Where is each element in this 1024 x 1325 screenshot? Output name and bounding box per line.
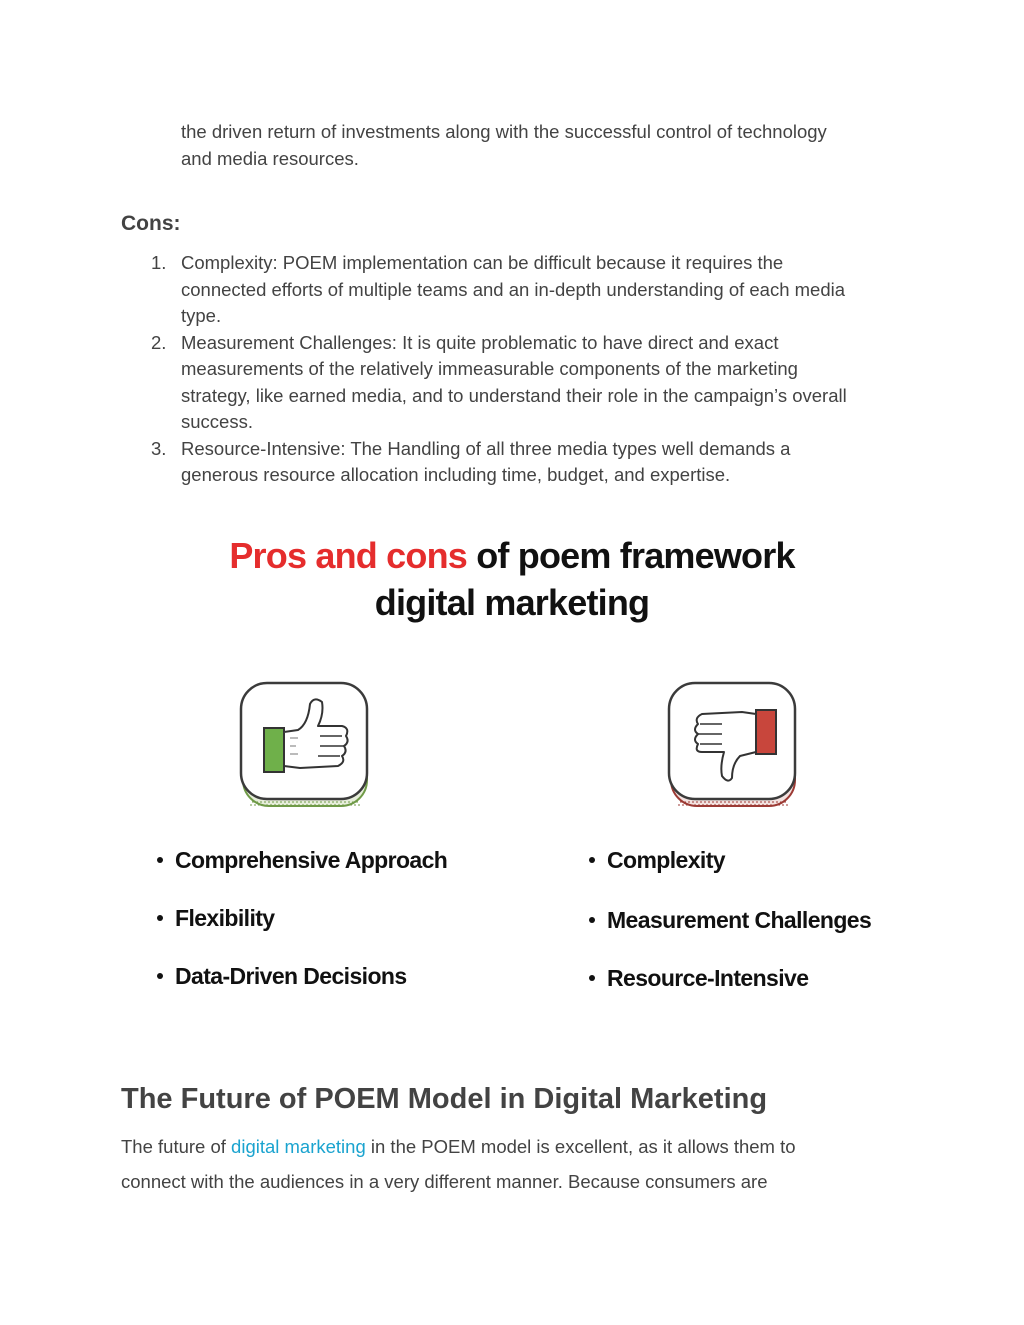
section-heading: The Future of POEM Model in Digital Marketing <box>121 1083 768 1115</box>
cons-list <box>121 250 921 489</box>
pros-bullet <box>157 905 274 932</box>
cons-bullet <box>589 965 808 992</box>
cons-bullet-label: Complexity <box>607 847 725 873</box>
infographic-title-rest: of poem framework <box>467 535 795 576</box>
intro-line: the driven return of investments along with the successful control of technology <box>181 121 827 142</box>
list-line: Complexity: POEM implementation can be difficult because it requires the <box>181 252 784 273</box>
infographic-subtitle: digital marketing <box>374 582 650 623</box>
cons-heading: Cons: <box>121 212 181 235</box>
cons-bullet-label: Measurement Challenges <box>607 907 872 933</box>
bullet-dot <box>589 917 595 923</box>
cons-bullet <box>589 907 871 934</box>
bullet-dot <box>589 975 595 981</box>
infographic-title <box>0 535 1024 577</box>
pros-bullet <box>157 847 447 874</box>
intro-line: and media resources. <box>181 147 359 169</box>
thumbs-down-icon <box>666 680 800 815</box>
list-line: strategy, like earned media, and to understand their role in the campaign’s overall <box>181 384 847 406</box>
paragraph-text: connect with the audiences in a very different manner. Because consumers are <box>121 1171 768 1192</box>
future-paragraph <box>121 1129 911 1199</box>
pros-bullet-label: Data-Driven Decisions <box>175 963 407 989</box>
list-number: 2. <box>151 331 167 353</box>
intro-paragraph <box>181 119 941 172</box>
cons-list-item <box>121 436 921 489</box>
pros-bullet <box>157 963 407 990</box>
list-line: Resource-Intensive: The Handling of all three media types well demands a <box>181 437 791 459</box>
list-number: 1. <box>151 252 167 273</box>
cons-list-item <box>121 330 921 436</box>
bullet-dot <box>157 973 163 979</box>
bullet-dot <box>157 915 163 921</box>
list-line: type. <box>181 305 222 326</box>
list-line: measurements of the relatively immeasurable components of the marketing <box>181 358 798 379</box>
list-line: success. <box>181 411 253 432</box>
cons-list-item <box>121 250 921 330</box>
paragraph-text: in the POEM model is excellent, as it allows them to <box>365 1136 796 1157</box>
paragraph-text: The future of <box>121 1136 232 1157</box>
thumbs-up-icon <box>238 680 372 815</box>
pros-bullet-label: Comprehensive Approach <box>175 847 448 873</box>
list-line: connected efforts of multiple teams and an in-depth understanding of each media <box>181 278 846 300</box>
cons-bullet <box>589 847 725 874</box>
list-line: Measurement Challenges: It is quite problematic to have direct and exact <box>181 331 779 353</box>
list-number: 3. <box>151 437 167 459</box>
digital-marketing-link[interactable]: digital marketing <box>231 1136 366 1157</box>
pros-bullet-label: Flexibility <box>175 905 275 931</box>
infographic-title-accent: Pros and cons <box>229 535 467 576</box>
bullet-dot <box>157 857 163 863</box>
bullet-dot <box>589 857 595 863</box>
list-line: generous resource allocation including time, budget, and expertise. <box>181 464 731 485</box>
cons-bullet-label: Resource-Intensive <box>607 965 809 991</box>
